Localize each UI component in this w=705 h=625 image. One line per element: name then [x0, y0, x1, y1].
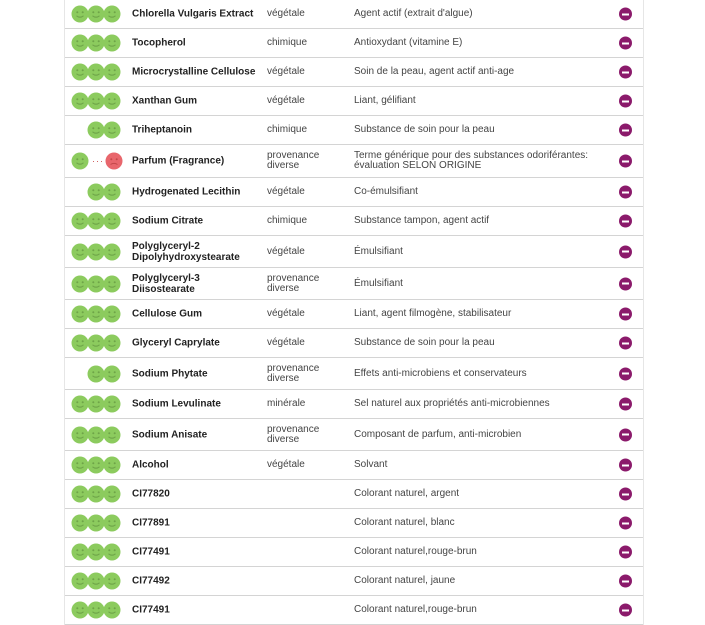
- ingredient-name: Sodium Citrate: [132, 215, 204, 227]
- minus-circle-icon[interactable]: [619, 398, 632, 411]
- table-row: [65, 358, 643, 390]
- green-face-icon: [103, 485, 121, 503]
- ingredient-origin: végétale: [267, 8, 305, 19]
- ingredient-origin: végétale: [267, 186, 305, 197]
- rating-faces: [71, 63, 129, 81]
- ingredient-function: Co-émulsifiant: [354, 186, 418, 197]
- table-row: [65, 29, 643, 58]
- green-face-icon: [103, 456, 121, 474]
- ingredient-function: Colorant naturel,rouge-brun: [354, 546, 477, 557]
- ingredient-function: Colorant naturel,rouge-brun: [354, 604, 477, 615]
- ingredient-function: Colorant naturel, blanc: [354, 517, 455, 528]
- table-row: [65, 116, 643, 145]
- table-row: [65, 509, 643, 538]
- green-face-icon: [103, 121, 121, 139]
- ingredient-name: Polyglyceryl-2 Dipolyhydroxystearate: [132, 240, 240, 263]
- ingredient-function: Colorant naturel, argent: [354, 488, 460, 499]
- ingredient-function: Colorant naturel, jaune: [354, 575, 456, 586]
- ingredient-origin: provenance diverse: [267, 423, 320, 445]
- ingredient-origin: végétale: [267, 337, 305, 348]
- rating-faces: [71, 34, 129, 52]
- ingredient-name: Sodium Anisate: [132, 429, 208, 440]
- green-face-icon: [103, 334, 121, 352]
- ingredient-function: Solvant: [354, 459, 388, 470]
- ingredient-function: Soin de la peau, agent actif anti-age: [354, 66, 515, 77]
- ingredient-name: CI77492: [132, 575, 170, 587]
- red-face-icon: [105, 152, 123, 170]
- green-face-icon: [103, 543, 121, 561]
- table-row: [65, 145, 643, 178]
- rating-faces: [71, 183, 129, 201]
- minus-circle-icon[interactable]: [619, 308, 632, 321]
- ingredient-name: Xanthan Gum: [132, 95, 198, 107]
- ingredient-name: Glyceryl Caprylate: [132, 337, 220, 349]
- ingredient-name: CI77891: [132, 517, 170, 529]
- minus-circle-icon[interactable]: [619, 245, 632, 258]
- rating-faces: [71, 5, 129, 23]
- ingredient-name: Cellulose Gum: [132, 308, 203, 320]
- ingredient-name: Triheptanoin: [132, 124, 192, 136]
- minus-circle-icon[interactable]: [619, 186, 632, 199]
- rating-faces: [71, 543, 129, 561]
- minus-circle-icon[interactable]: [619, 428, 632, 441]
- rating-faces: [71, 365, 129, 383]
- rating-faces: [71, 514, 129, 532]
- minus-circle-icon[interactable]: [619, 95, 632, 108]
- rating-faces: [71, 456, 129, 474]
- table-row: [65, 390, 643, 419]
- table-row: [65, 178, 643, 207]
- minus-circle-icon[interactable]: [619, 8, 632, 21]
- ingredient-name: Tocopherol: [132, 37, 186, 49]
- table-row: [65, 87, 643, 116]
- ingredient-name: Chlorella Vulgaris Extract: [132, 8, 254, 20]
- ingredient-origin: végétale: [267, 95, 305, 106]
- green-face-icon: [103, 183, 121, 201]
- green-face-icon: [103, 5, 121, 23]
- green-face-icon: [103, 275, 121, 293]
- ingredient-name: Hydrogenated Lecithin: [132, 186, 241, 198]
- minus-circle-icon[interactable]: [619, 124, 632, 137]
- ingredient-name: CI77820: [132, 488, 170, 500]
- minus-circle-icon[interactable]: [619, 37, 632, 50]
- ingredient-function: Émulsifiant: [354, 245, 403, 257]
- rating-faces: [71, 485, 129, 503]
- ingredient-function: Agent actif (extrait d'algue): [354, 8, 473, 19]
- table-row: [65, 451, 643, 480]
- rating-faces: [71, 212, 129, 230]
- ingredient-origin: provenance diverse: [267, 362, 320, 384]
- minus-circle-icon[interactable]: [619, 215, 632, 228]
- ingredient-origin: chimique: [267, 215, 308, 226]
- table-row: [65, 236, 643, 268]
- ingredient-origin: provenance diverse: [267, 272, 320, 294]
- dots-icon: ···: [92, 156, 104, 166]
- green-face-icon: [103, 305, 121, 323]
- rating-faces: [71, 305, 129, 323]
- ingredient-table: [64, 0, 644, 625]
- ingredient-origin: chimique: [267, 124, 308, 135]
- green-face-icon: [103, 601, 121, 619]
- green-face-icon: [103, 395, 121, 413]
- table-row: [65, 329, 643, 358]
- ingredient-function: Antioxydant (vitamine E): [354, 37, 463, 48]
- green-face-icon: [103, 92, 121, 110]
- rating-faces: [71, 572, 129, 590]
- ingredient-function: Liant, gélifiant: [354, 95, 416, 106]
- rating-faces: [71, 395, 129, 413]
- rating-faces: [71, 243, 129, 261]
- green-face-icon: [103, 243, 121, 261]
- ingredient-function: Liant, agent filmogène, stabilisateur: [354, 308, 512, 319]
- ingredient-name: Microcrystalline Cellulose: [132, 66, 256, 78]
- green-face-icon: [103, 572, 121, 590]
- minus-circle-icon[interactable]: [619, 517, 632, 530]
- table-row: [65, 300, 643, 329]
- ingredient-name: CI77491: [132, 604, 170, 616]
- rating-faces: [71, 426, 129, 444]
- minus-circle-icon[interactable]: [619, 337, 632, 350]
- ingredient-origin: végétale: [267, 308, 305, 319]
- minus-circle-icon[interactable]: [619, 604, 632, 617]
- ingredient-name: Sodium Phytate: [132, 368, 208, 379]
- ingredient-origin: provenance diverse: [267, 150, 320, 171]
- rating-faces: [71, 601, 129, 619]
- table-row: [65, 567, 643, 596]
- green-face-icon: [103, 514, 121, 532]
- minus-circle-icon[interactable]: [619, 277, 632, 290]
- table-row: [65, 538, 643, 567]
- ingredient-origin: chimique: [267, 37, 308, 48]
- ingredient-origin: végétale: [267, 245, 305, 257]
- ingredient-name: Sodium Levulinate: [132, 398, 221, 410]
- rating-faces: [71, 275, 129, 293]
- green-face-icon: [103, 212, 121, 230]
- table-row: [65, 268, 643, 300]
- ingredient-function: Terme générique pour des substances odoriférantes: évaluation SELON ORIGINE: [354, 150, 589, 171]
- ingredient-function: Substance tampon, agent actif: [354, 215, 490, 226]
- ingredient-name: Parfum (Fragrance): [132, 155, 225, 167]
- minus-circle-icon[interactable]: [619, 488, 632, 501]
- ingredient-origin: minérale: [267, 398, 306, 409]
- minus-circle-icon[interactable]: [619, 546, 632, 559]
- minus-circle-icon[interactable]: [619, 66, 632, 79]
- ingredient-name: Alcohol: [132, 459, 169, 471]
- rating-faces: [71, 121, 129, 139]
- rating-faces: [71, 334, 129, 352]
- rating-faces: [71, 92, 129, 110]
- ingredient-function: Substance de soin pour la peau: [354, 124, 495, 135]
- ingredient-function: Émulsifiant: [354, 277, 403, 289]
- table-row: [65, 207, 643, 236]
- green-face-icon: [103, 63, 121, 81]
- ingredient-name: CI77491: [132, 546, 170, 558]
- minus-circle-icon[interactable]: [619, 459, 632, 472]
- green-face-icon: [103, 365, 121, 383]
- rating-faces: [71, 152, 129, 170]
- ingredient-origin: végétale: [267, 459, 305, 470]
- ingredient-origin: végétale: [267, 66, 305, 77]
- table-row: [65, 419, 643, 451]
- ingredient-function: Substance de soin pour la peau: [354, 337, 495, 348]
- minus-circle-icon[interactable]: [619, 367, 632, 380]
- ingredient-function: Composant de parfum, anti-microbien: [354, 428, 522, 440]
- minus-circle-icon[interactable]: [619, 155, 632, 168]
- table-row: [65, 58, 643, 87]
- ingredient-function: Effets anti-microbiens et conservateurs: [354, 367, 527, 379]
- green-face-icon: [103, 426, 121, 444]
- table-row: [65, 480, 643, 509]
- table-row: [65, 0, 643, 29]
- ingredient-name: Polyglyceryl-3 Diisostearate: [132, 272, 200, 295]
- table-row: [65, 596, 643, 625]
- green-face-icon: [103, 34, 121, 52]
- ingredient-function: Sel naturel aux propriétés anti-microbiennes: [354, 398, 550, 409]
- minus-circle-icon[interactable]: [619, 575, 632, 588]
- green-face-icon: [71, 152, 89, 170]
